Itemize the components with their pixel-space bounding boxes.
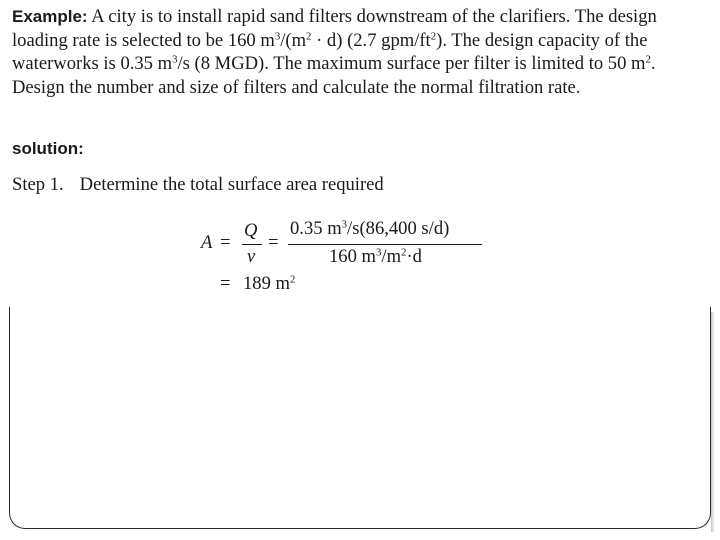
example-paragraph <box>12 5 690 99</box>
fraction-2-numerator: 0.35 $m^3/s(86,400$ s/d) <box>290 218 450 239</box>
fraction-2-denominator: 160 $m^3/m^2\cdot d$ <box>329 246 422 267</box>
example-label: Example: <box>12 7 88 26</box>
example-sup-2: 2 <box>306 29 312 42</box>
content-frame <box>9 307 711 529</box>
example-text-2: /(m <box>280 29 307 51</box>
fraction-1-numerator: Q <box>244 220 258 241</box>
solution-label: solution: <box>12 139 84 158</box>
example-sup-5: 2 <box>645 53 651 66</box>
fraction-1-bar <box>242 244 262 245</box>
step-number: Step 1. <box>12 174 64 195</box>
frame-shadow <box>711 312 715 532</box>
equation-lhs: A <box>201 232 213 253</box>
fraction-1-denominator: v <box>247 246 256 267</box>
fraction-2-bar <box>288 244 482 245</box>
equation-equals-2: = <box>268 232 279 253</box>
equation-equals-3: = <box>220 273 231 294</box>
equation-result: 189 $m^2$ <box>243 273 296 294</box>
step-heading <box>12 174 384 196</box>
example-text-6: . Design the number and size of filters and calculate the normal filtration rate. <box>12 53 656 98</box>
example-text-5: /s (8 MGD). The maximum surface per filter is limited to 50 m <box>177 53 646 75</box>
example-sup-4: 3 <box>172 53 178 66</box>
example-sup-1: 3 <box>274 29 281 42</box>
example-text-4: ). The design capacity of the waterworks is 0.35 m <box>12 29 648 75</box>
example-sup-3: 2 <box>430 29 437 42</box>
step-title: Determine the total surface area required <box>79 174 384 195</box>
example-text-3: · d) (2.7 gpm/ft <box>311 29 431 51</box>
example-text-1: A city is to install rapid sand filters downstream of the clarifiers. The design loading rate is selected to be 160 m <box>12 6 657 51</box>
equation-equals-1: = <box>220 232 231 253</box>
